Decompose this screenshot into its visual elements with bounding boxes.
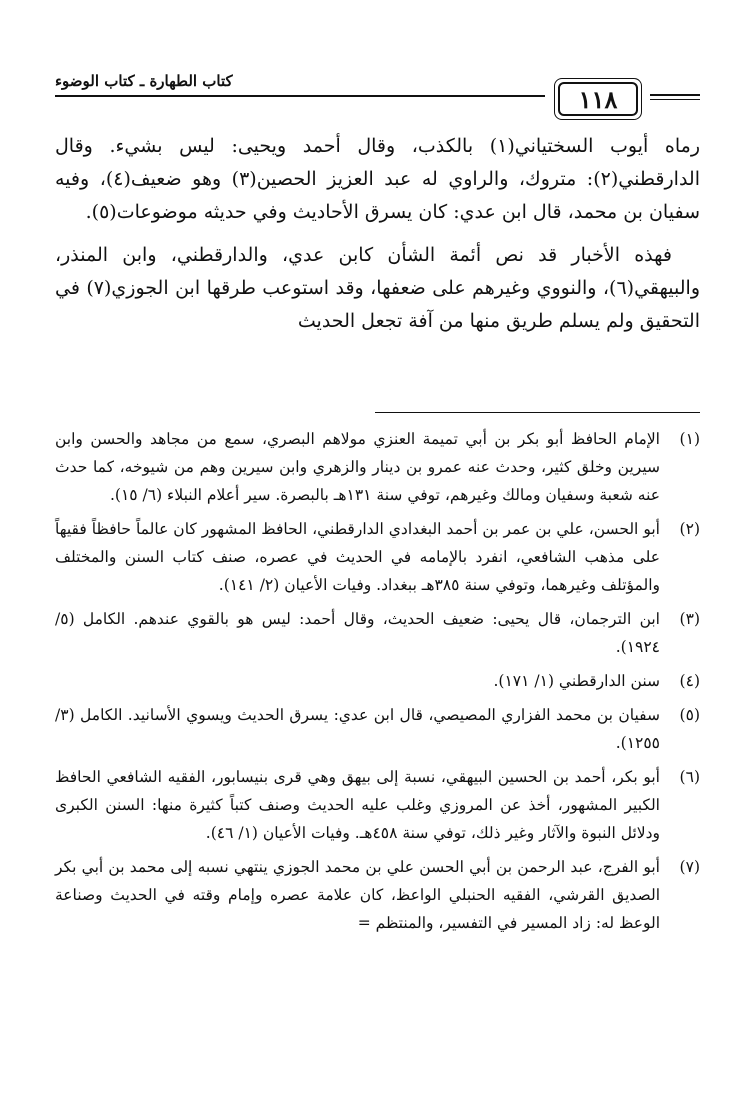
- footnote-text: سفيان بن محمد الفزاري المصيصي، قال ابن عدي: يسرق الحديث ويسوي الأسانيد. الكامل (٣/ ١٢٥٥).: [55, 706, 660, 752]
- footnote-number: (٤): [679, 672, 700, 690]
- footnote-text: أبو الفرج، عبد الرحمن بن أبي الحسن علي بن محمد الجوزي ينتهي نسبه إلى محمد بن أبي بكر الصديق القرشي، الفقيه الحنبلي الواعظ، كان علامة عصره وإمام وقته في الحديث وصناعة الوعظ له: زاد المسير في التفسير، والمنتظم =: [55, 858, 660, 932]
- page-number: ١١٨: [578, 84, 618, 114]
- footnote-number: (٥): [679, 706, 700, 724]
- footnote-3: [55, 605, 700, 661]
- footnote-number: (١): [679, 430, 700, 448]
- main-paragraph-1: رماه أيوب السختياني(١) بالكذب، وقال أحمد ويحيى: ليس بشيء. وقال الدارقطني(٢): متروك، والراوي له عبد العزيز الحصين(٣) وهو ضعيف(٤)، وفيه سفيان بن محمد، قال ابن عدي: كان يسرق الأحاديث وفي حديثه موضوعات(٥).: [55, 135, 700, 223]
- footnote-1: [55, 425, 700, 509]
- footnote-text: أبو الحسن، علي بن عمر بن أحمد البغدادي الدارقطني، الحافظ المشهور كان عالماً حافظاً فقيهاً على مذهب الشافعي، انفرد بالإمامه في الحديث في عصره، صنف كتاب السنن والمختلف والمؤتلف وغيرهما، وتوفي سنة ٣٨٥هـ ببغداد. وفيات الأعيان (٢/ ١٤١).: [55, 520, 660, 594]
- footnote-2: [55, 515, 700, 599]
- footnote-text: أبو بكر، أحمد بن الحسين البيهقي، نسبة إلى بيهق وهي قرى بنيسابور، الفقيه الشافعي الحافظ الكبير المشهور، أخذ عن المروزي وغلب عليه الحديث وصنف كتباً كثيرة منها: السنن الكبرى ودلائل النبوة والآثار وغير ذلك، توفي سنة ٤٥٨هـ. وفيات الأعيان (١/ ٤٦).: [55, 768, 660, 842]
- double-rule: [650, 94, 700, 103]
- footnote-number: (٧): [679, 858, 700, 876]
- footnote-5: [55, 701, 700, 757]
- footnote-text: الإمام الحافظ أبو بكر بن أبي تميمة العنزي مولاهم البصري، سمع من مجاهد والحسن وابن سيرين وخلق كثير، وحدث عنه عمرو بن دينار والزهري وابن سيرين وهم من شيوخه، كما حدث عنه شعبة وسفيان ومالك وغيرهم، توفي سنة ١٣١هـ بالبصرة. سير أعلام النبلاء (٦/ ١٥).: [55, 430, 660, 504]
- header-rule: [55, 95, 545, 97]
- running-title: كتاب الطهارة ـ كتاب الوضوء: [55, 72, 233, 90]
- footnote-text: ابن الترجمان، قال يحيى: ضعيف الحديث، وقال أحمد: ليس هو بالقوي عندهم. الكامل (٥/ ١٩٢٤).: [55, 610, 660, 656]
- footnote-4: [55, 667, 700, 695]
- footnote-6: [55, 763, 700, 847]
- page-number-box: [558, 82, 638, 116]
- page-header: [55, 52, 700, 122]
- footnote-7: [55, 853, 700, 937]
- footnote-separator: [375, 412, 700, 413]
- footnote-text: سنن الدارقطني (١/ ١٧١).: [493, 672, 660, 690]
- footnotes: [55, 425, 700, 943]
- main-text: [55, 130, 700, 348]
- main-paragraph-2: فهذه الأخبار قد نص أئمة الشأن كابن عدي، والدارقطني، وابن المنذر، والبيهقي(٦)، والنووي وغيرهم على ضعفها، وقد استوعب طرقها ابن الجوزي(٧) في التحقيق ولم يسلم طريق منها من آفة تجعل الحديث: [55, 244, 700, 332]
- footnote-number: (٢): [679, 520, 700, 538]
- footnote-number: (٦): [679, 768, 700, 786]
- footnote-number: (٣): [679, 610, 700, 628]
